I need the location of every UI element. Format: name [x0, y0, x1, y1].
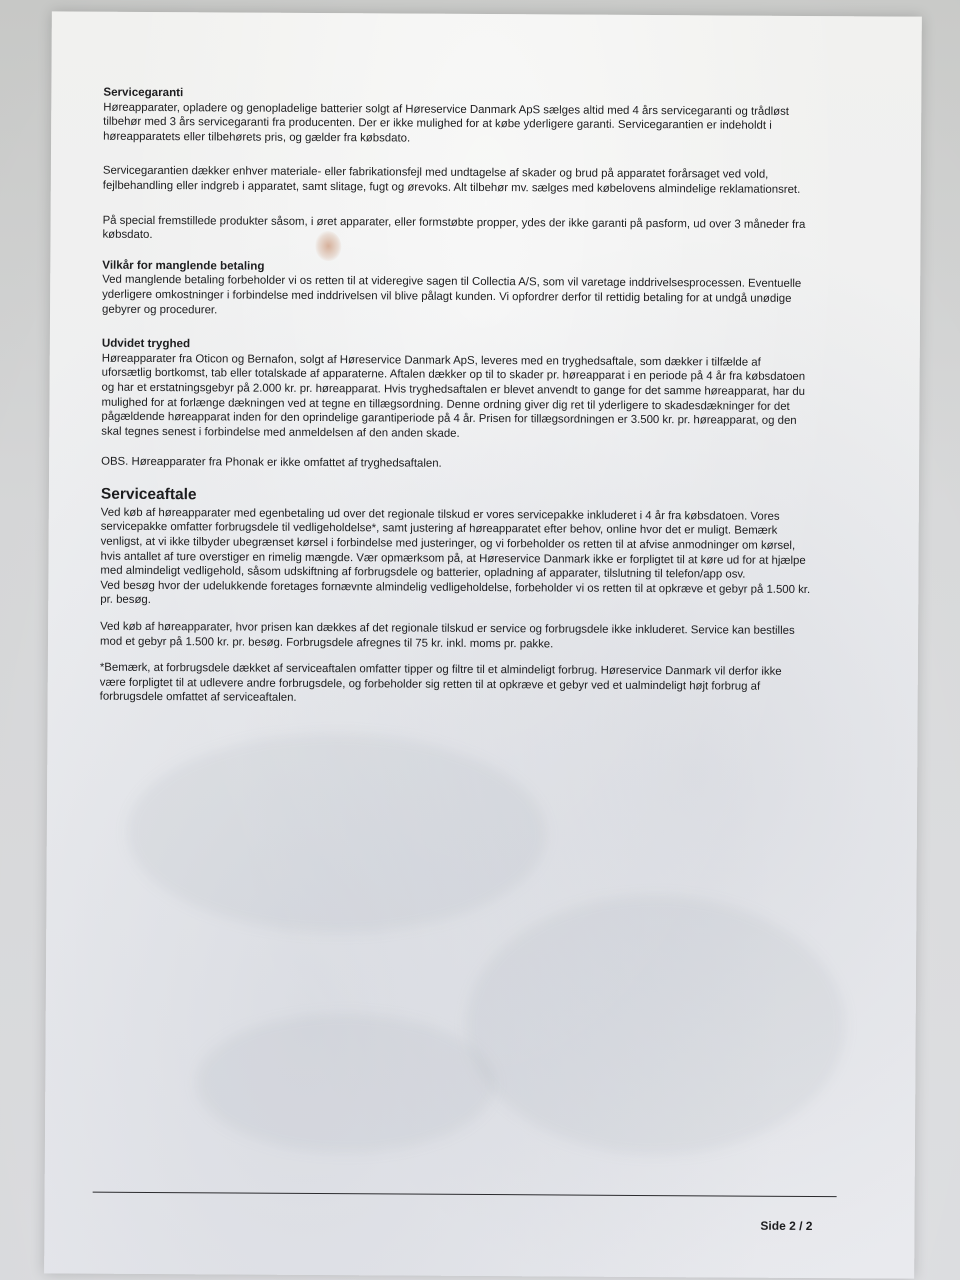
- section-heading-vilkaar: Vilkår for manglende betaling: [102, 258, 265, 273]
- document-body: [100, 86, 814, 709]
- servicegaranti-paragraph-2: Servicegarantien dækker enhver materiale- eller fabrikationsfejl med undtagelse af skader og brud på apparatet forårsaget ved vold, fejlbehandling eller indgreb i apparatet, samt slitage, fugt og ørevoks. Alt tilbehør mv. sælges med købelovens almindelige reklamationsret.: [102, 165, 801, 196]
- serviceaftale-paragraph-1: Ved køb af høreapparater med egenbetaling ud over det regionale tilskud er vores servicepakke inkluderet i 4 år fra købsdatoen. Vores servicepakke omfatter forbrugsdele til vedligeholdelse*, samt justering af høreapparatet efter behov, online hvor det er muligt. Bemærk venligst, at vi ikke tilbyder ubegrænset kørsel i forbindelse med justeringer, og vi forbeholder os retten til at afvise anmodninger om kørsel, hvis antallet af ture overstiger en rimelig mængde. Vær opmærksom på, at Høreservice Danmark ikke er forpligtet til at køre ud for at hjælpe med almindeligt vedligehold, såsom udskiftning af forbrugsdele og batterier, opladning af apparater, tilslutning til telefon/app osv.: [100, 506, 806, 581]
- tryghed-paragraph-2: OBS. Høreapparater fra Phonak er ikke omfattet af tryghedsaftalen.: [101, 455, 442, 471]
- paper-crease: [465, 894, 847, 1156]
- serviceaftale-footnote: *Bemærk, at forbrugsdele dækket af serviceaftalen omfatter tipper og filtre til et almindeligt forbrug. Høreservice Danmark vil derfor ikke være forpligtet til at udlevere andre forbrugsdele, og forbeholder sig retten til at opkræve et gebyr ved et ualmindeligt højt forbrug af forbrugsdele omfattet af serviceaftalen.: [99, 661, 782, 705]
- page-number: Side 2 / 2: [760, 1218, 813, 1234]
- section-heading-servicegaranti: Servicegaranti: [103, 85, 184, 100]
- coffee-stain: [315, 231, 341, 261]
- paper-crease: [126, 732, 547, 935]
- paper-crease: [195, 1012, 496, 1154]
- serviceaftale-paragraph-2: Ved besøg hvor der udelukkende foretages fornævnte almindelig vedligeholdelse, forbeholder vi os retten til at opkræve et gebyr på 1.500 kr. pr. besøg.: [100, 579, 811, 607]
- serviceaftale-paragraph-3: Ved køb af høreapparater, hvor prisen kan dækkes af det regionale tilskud er service og forbrugsdele ikke inkluderet. Service kan bestilles mod et gebyr på 1.500 kr. pr. besøg. Forbrugsdele afregnes til 75 kr. inkl. moms pr. pakke.: [99, 620, 795, 651]
- servicegaranti-paragraph-1: Høreapparater, opladere og genopladelige batterier solgt af Høreservice Danmark ApS sælges altid med 4 års servicegaranti og trådløst tilbehør med 3 års servicegaranti fra producenten. Der er ikke mulighed for at købe yderligere garanti. Servicegarantien er indeholdt i høreapparatets eller tilbehørets pris, og gælder fra købsdato.: [103, 101, 789, 145]
- paper-sheet: [44, 11, 922, 1278]
- section-heading-tryghed: Udvidet tryghed: [101, 336, 191, 351]
- section-heading-serviceaftale: Serviceaftale: [100, 485, 197, 504]
- servicegaranti-paragraph-3: På special fremstillede produkter såsom, i øret apparater, eller formstøbte propper, ydes der ikke garanti på pasform, ud over 3 måneder fra købsdato.: [102, 214, 806, 242]
- vilkaar-paragraph-1: Ved manglende betaling forbeholder vi os retten til at videregive sagen til Collectia A/S, som vil varetage inddrivelsesprocessen. Eventuelle yderligere omkostninger i forbindelse med inddrivelsen vil blive pålagt kunden. Vi opfordrer derfor til rettidig betaling for at undgå unødige gebyrer og procedurer.: [102, 274, 802, 316]
- tryghed-paragraph-1: Høreapparater fra Oticon og Bernafon, solgt af Høreservice Danmark ApS, leveres med en tryghedsaftale, som dækker i tilfælde af uforsætlig bortkomst, tab eller totalskade af apparaterne. Aftalen dækker op til to skader pr. høreapparat i en periode på 4 år fra købsdatoen og har et erstatningsgebyr på 2.000 kr. pr. høreapparat. Hvis tryghedsaftalen er blevet anvendt to gange for det samme høreapparat, har du mulighed for at forlænge dækningen ved at tegne en tillægsordning. Denne ordning giver dig ret til yderligere to skadesdækninger for det pågældende høreapparat inden for den oprindelige garantiperiode på 4 år. Prisen for tillægsordningen er 3.500 kr. pr. høreapparat, og den skal tegnes senest i forbindelse med anmeldelsen af den anden skade.: [101, 352, 806, 440]
- footer-divider: [93, 1192, 837, 1198]
